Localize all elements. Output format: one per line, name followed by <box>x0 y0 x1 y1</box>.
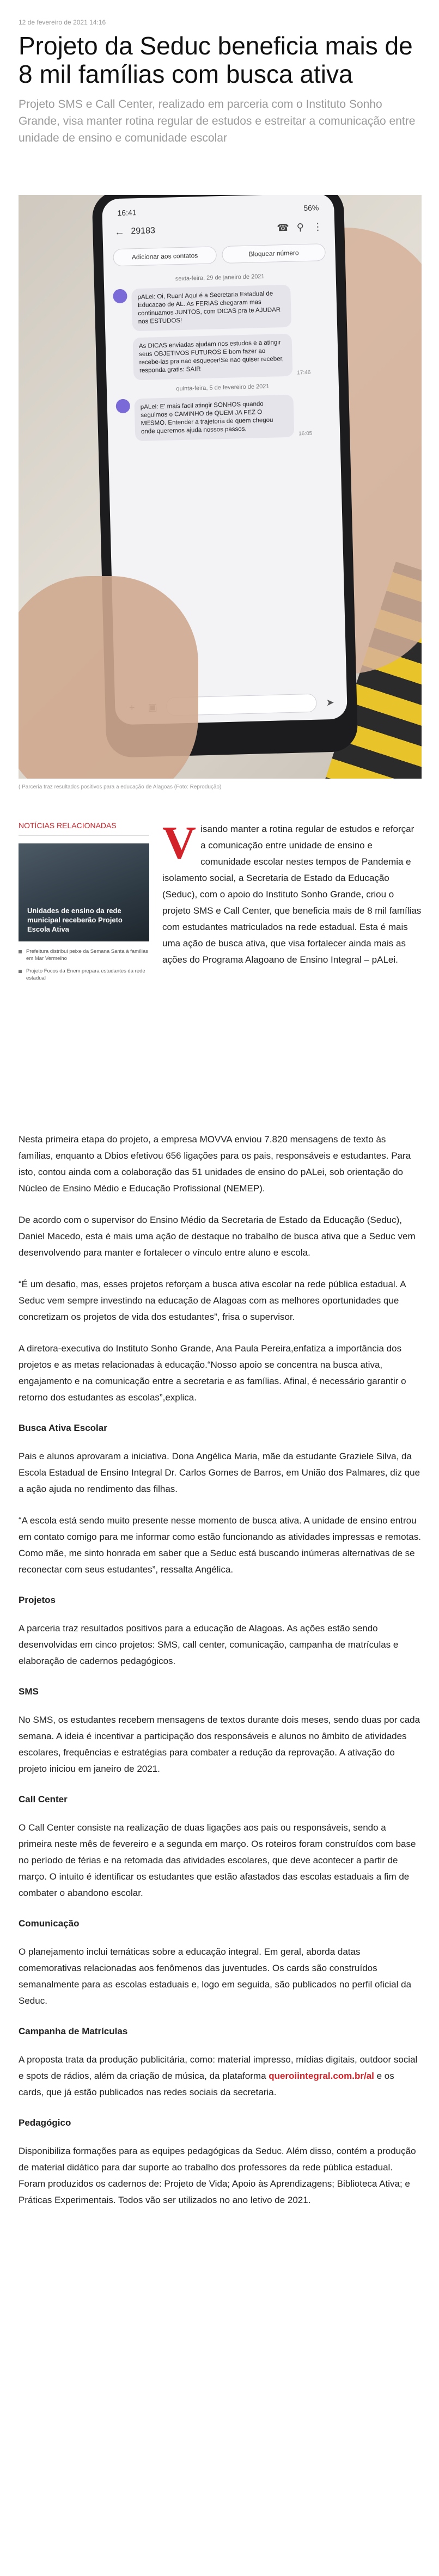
related-news-heading: NOTÍCIAS RELACIONADAS <box>19 821 117 830</box>
related-news-item[interactable]: Prefeitura distribui peixe da Semana Santa à famílias em Mar Vermelho <box>19 948 149 962</box>
section-heading: Busca Ativa Escolar <box>19 1423 107 1433</box>
search-icon: ⚲ <box>296 222 304 233</box>
phone-icon: ☎ <box>277 222 289 234</box>
message-time: 17:46 <box>297 369 311 376</box>
message-bubble: pALei: Oi, Ruan! Aqui é a Secretaria Estadual de Educacao de AL. As FERIAS chegaram mas continuamos JUNTOS, com DICAS pra te AJUDAR nos ESTUDOS! <box>131 285 291 332</box>
sms-message <box>106 333 339 381</box>
paragraph: O Call Center consiste na realização de duas ligações aos pais ou responsáveis, sendo a primeira neste mês de fevereiro e a segunda em março. Os roteiros foram construídos com base no período de férias e na retomada das atividades escolares, que deve acontecer a partir de março. O intuito é identificar os estudantes que estão afastados das escolas estaduais a fim de combater o abandono escolar. <box>19 1822 416 1898</box>
article-subtitle: Projeto SMS e Call Center, realizado em parceria com o Instituto Sonho Grande, visa manter rotina regular de estudos e estreitar a comunicação entre unidade de ensino e comunidade escolar <box>19 98 416 144</box>
paragraph: A proposta trata da produção publicitária, como: material impresso, mídias digitais, outdoor social e spots de rádios, além da criação de música, da plataforma queroiintegral.com.br/al e os cards, que já estão publicados nas redes sociais da secretaria. <box>19 2054 418 2097</box>
avatar <box>115 399 130 414</box>
image-caption: ( Parceria traz resultados positivos para a educação de Alagoas (Foto: Reprodução) <box>19 784 222 790</box>
sms-message <box>104 284 337 332</box>
date-separator: quinta-feira, 5 de fevereiro de 2021 <box>176 383 270 393</box>
date-separator: sexta-feira, 29 de janeiro de 2021 <box>175 273 265 283</box>
paragraph: A parceria traz resultados positivos para a educação de Alagoas. As ações estão sendo desenvolvidas em cinco projetos: SMS, call center, comunicação, campanha de matrículas e elaboração de cadernos pedagógicos. <box>19 1623 399 1666</box>
section-heading: Pedagógico <box>19 2118 71 2128</box>
paragraph: “É um desafio, mas, esses projetos reforçam a busca ativa escolar na rede pública estadual. A Seduc vem sempre investindo na educação de Alagoas com as melhores oportunidades que concretizam os projetos de vida dos estudantes”, frisa o supervisor. <box>19 1279 406 1322</box>
message-time: 16:05 <box>298 430 313 437</box>
message-bubble: pALei: E' mais facil atingir SONHOS quando seguimos o CAMINHO de QUEM JA FEZ O MESMO. Entender a trajetoria de quem chegou onde queremos ajuda nossos passos. <box>134 395 294 442</box>
paragraph: No SMS, os estudantes recebem mensagens de textos durante dois meses, sendo duas por cada semana. A ideia é incentivar a participação dos responsáveis e alunos no âmbito de atividades escolares, frequências e estratégias para combater a redução da reprovação. A ativação do projeto iniciou em janeiro de 2021. <box>19 1715 420 1774</box>
paragraph: Pais e alunos aprovaram a iniciativa. Dona Angélica Maria, mãe da estudante Graziele Silva, da Escola Estadual de Ensino Integral Dr. Carlos Gomes de Barros, em União dos Palmares, diz que a ação ajuda no rendimento das filhas. <box>19 1451 420 1494</box>
related-news-card-title: Unidades de ensino da rede municipal receberão Projeto Escola Ativa <box>27 907 123 933</box>
paragraph: A diretora-executiva do Instituto Sonho Grande, Ana Paula Pereira,enfatiza a importância dos projetos e as metas relacionadas à educação.“Nosso apoio se concentra na busca ativa, engajamento e na comunicação entre a secretaria e as famílias. Afinal, é necessário garantir o retorno dos estudantes as escolas”,explica. <box>19 1343 406 1403</box>
avatar <box>113 289 127 304</box>
message-bubble: As DICAS enviadas ajudam nos estudos e a atingir seus OBJETIVOS FUTUROS E bom fazer ao recebe-las pra nao esquecer!Se nao quiser receber, responda gratis: SAIR <box>133 334 293 381</box>
send-icon: ➤ <box>326 696 334 708</box>
contact-number: 29183 <box>131 226 156 236</box>
section-heading: SMS <box>19 1686 39 1697</box>
section-heading: Projetos <box>19 1595 56 1605</box>
hand-shape <box>19 576 198 779</box>
section-heading: Campanha de Matrículas <box>19 2026 128 2036</box>
paragraph: De acordo com o supervisor do Ensino Médio da Secretaria de Estado da Educação (Seduc), Daniel Macedo, esta é mais uma ação de destaque no trabalho de busca ativa que a Seduc vem desenvolvendo para manter e fortalecer o vínculo entre aluno e escola. <box>19 1215 416 1258</box>
lead-paragraph <box>19 816 422 1067</box>
status-time: 16:41 <box>117 208 137 218</box>
platform-link[interactable]: queroiintegral.com.br/al <box>269 2071 374 2081</box>
add-contact-chip: Adicionar aos contatos <box>113 246 217 266</box>
lead-text: isando manter a rotina regular de estudos e reforçar a comunicação entre unidade de ensino e comunidade escolar nestes tempos de Pandemia e isolamento social, a Secretaria de Estado da Educação (Seduc), com o apoio do Instituto Sonho Grande, criou o projeto SMS e Call Center, que beneficia mais de 8 mil famílias com estudantes matriculados na rede estadual. Esta é mais uma ação de busca ativa, que visa fortalecer ainda mais as ações do Programa Alagoano de Ensino Integral – pALei. <box>162 824 422 965</box>
paragraph: O planejamento inclui temáticas sobre a educação integral. Em geral, aborda datas comemorativas relacionadas aos fenômenos das juventudes. Os cards são construídos semanalmente para as escolas estaduais e, logo em seguida, são publicados no perfil oficial da Seduc. <box>19 1947 412 2006</box>
more-icon: ⋮ <box>313 221 323 232</box>
article-title: Projeto da Seduc beneficia mais de 8 mil famílias com busca ativa <box>19 32 413 88</box>
block-number-chip: Bloquear número <box>222 243 326 264</box>
paragraph: Disponibiliza formações para as equipes pedagógicas da Seduc. Além disso, contém a produção de material didático para dar suporte ao trabalho dos professores da rede pública estadual. Foram produzidos os cadernos de: Projeto de Vida; Apoio às Aprendizagens; Biblioteca Ativa; e Práticas Experimentais. Todos vão ser utilizados no ano letivo de 2021. <box>19 2146 416 2205</box>
article-date: 12 de fevereiro de 2021 14:16 <box>19 19 106 26</box>
back-arrow-icon: ← <box>114 226 125 238</box>
status-battery: 56% <box>303 203 319 213</box>
sms-message <box>107 393 340 442</box>
phone-chips <box>103 241 336 272</box>
related-news-item[interactable]: Projeto Focos da Enem prepara estudantes da rede estadual <box>19 968 149 982</box>
article-body <box>19 1131 422 2224</box>
article-photo <box>19 195 422 779</box>
section-heading: Call Center <box>19 1794 68 1804</box>
paragraph: “A escola está sendo muito presente nesse momento de busca ativa. A unidade de ensino entrou em contato comigo para me informar como estão funcionando as atividades impressas e remotas. Como mãe, me sinto honrada em saber que a Seduc está buscando inúmeras alternativas de se reconectar com seus estudantes”, ressalta Angélica. <box>19 1515 421 1575</box>
section-heading: Comunicação <box>19 1918 80 1929</box>
drop-cap: V <box>162 816 197 868</box>
paragraph: Nesta primeira etapa do projeto, a empresa MOVVA enviou 7.820 mensagens de texto às famílias, enquanto a Dbios efetivou 656 ligações para os pais, responsáveis e estudantes. Para isto, contou ainda com a colaboração das 51 unidades de ensino do pALei, sob orientação do Núcleo de Ensino Médio e Educação Profissional (NEMEP). <box>19 1134 411 1194</box>
